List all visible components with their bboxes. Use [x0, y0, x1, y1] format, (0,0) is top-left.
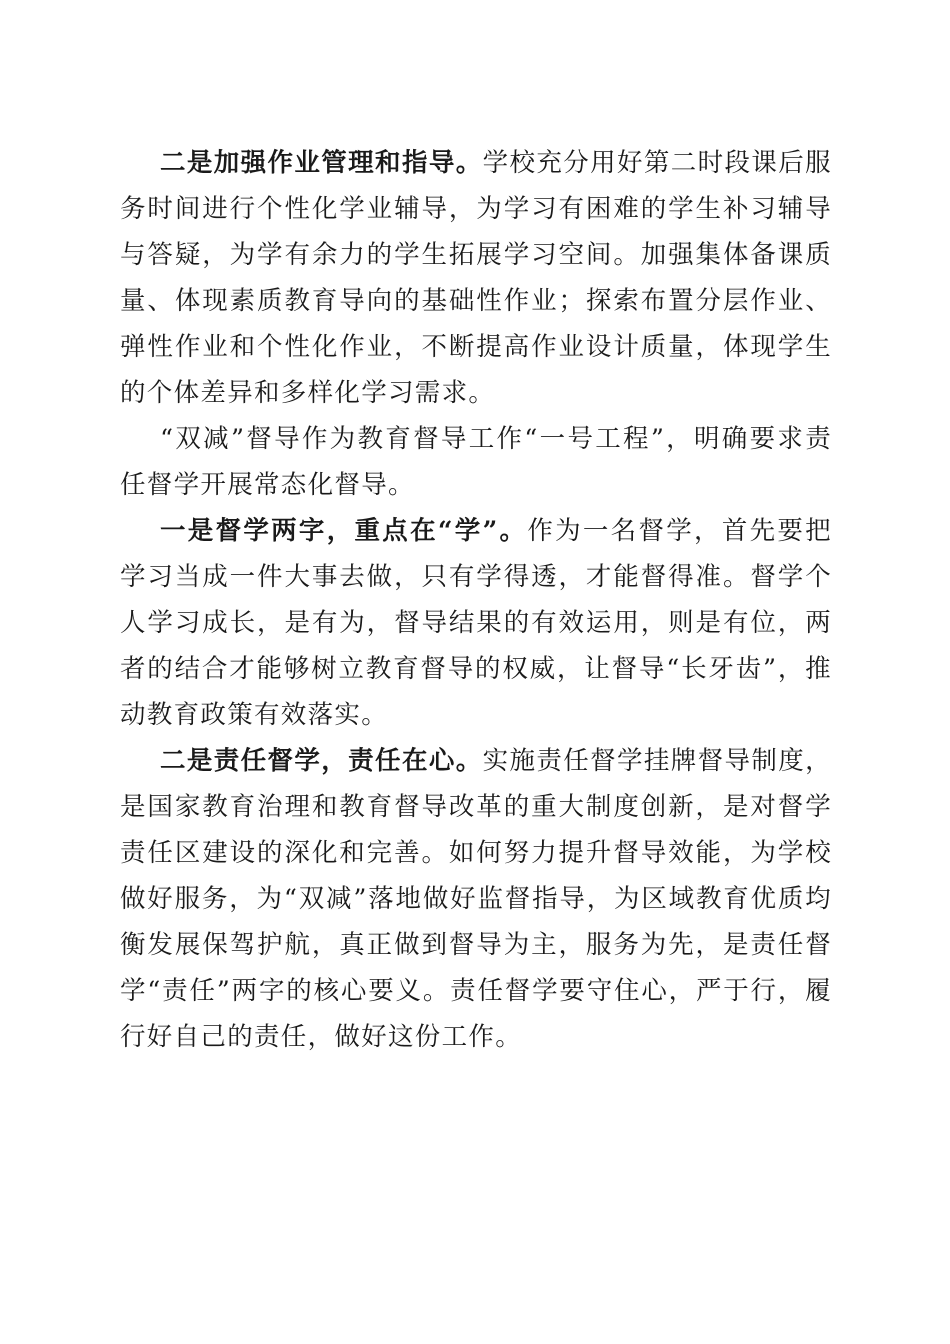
paragraph-responsibility — [120, 738, 832, 1060]
paragraph-text: 实施责任督学挂牌督导制度，是国家教育治理和教育督导改革的重大制度创新，是对督学责任区建设的深化和完善。如何努力提升督导效能，为学校做好服务，为“双减”落地做好监督指导，为区域教育优质均衡发展保驾护航，真正做到督导为主，服务为先，是责任督学“责任”两字的核心要义。责任督学要守住心，严于行，履行好自己的责任，做好这份工作。 — [120, 746, 832, 1052]
paragraph-double-reduction — [120, 416, 832, 508]
paragraph-text: 作为一名督学，首先要把学习当成一件大事去做，只有学得透，才能督得准。督学个人学习成长，是有为，督导结果的有效运用，则是有位，两者的结合才能够树立教育督导的权威，让督导“长牙齿”，推动教育政策有效落实。 — [120, 516, 832, 730]
paragraph-lead: 二是加强作业管理和指导。 — [160, 148, 483, 178]
paragraph-text: 学校充分用好第二时段课后服务时间进行个性化学业辅导，为学习有困难的学生补习辅导与答疑，为学有余力的学生拓展学习空间。加强集体备课质量、体现素质教育导向的基础性作业；探索布置分层作业、弹性作业和个性化作业，不断提高作业设计质量，体现学生的个体差异和多样化学习需求。 — [120, 148, 832, 408]
paragraph-text: “双减”督导作为教育督导工作“一号工程”，明确要求责任督学开展常态化督导。 — [120, 424, 832, 500]
paragraph-lead: 一是督学两字，重点在“学”。 — [160, 516, 528, 546]
paragraph-homework-guidance — [120, 140, 832, 416]
paragraph-lead: 二是责任督学，责任在心。 — [160, 746, 483, 776]
document-body — [120, 140, 832, 1060]
paragraph-study-focus — [120, 508, 832, 738]
